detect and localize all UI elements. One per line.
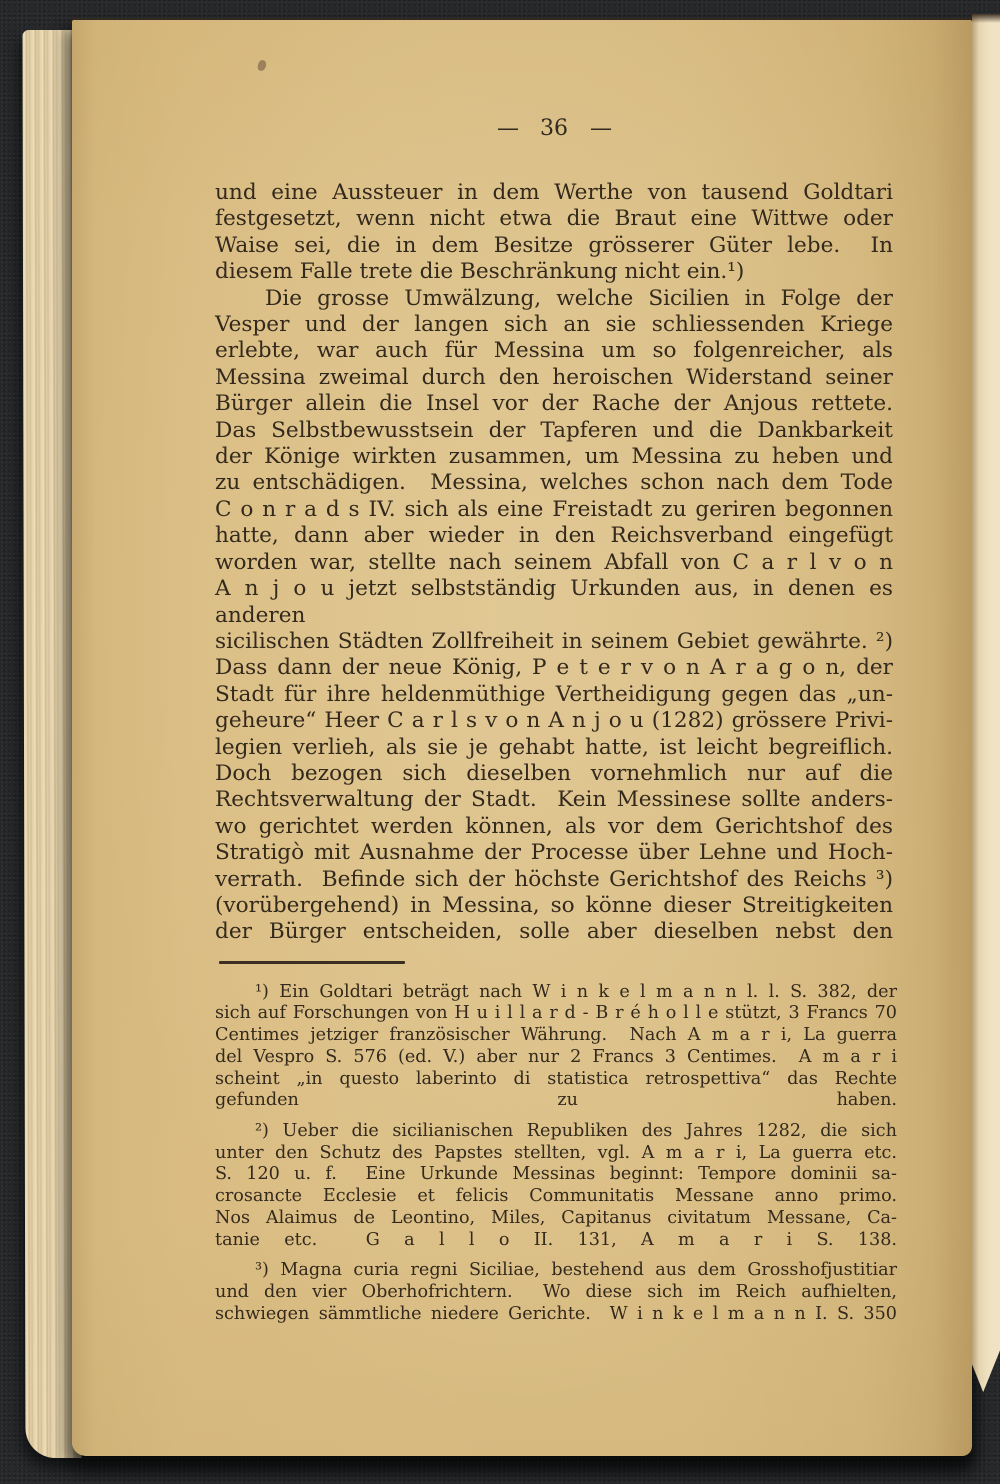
footnote-line: ³) Magna curia regni Siciliae, bestehend aus dem Grosshofjustitiar [255, 1260, 897, 1281]
text-line: worden war, stellte nach seinem Abfall von C a r l v o n [215, 549, 893, 575]
main-text [215, 180, 893, 946]
paper-speck [257, 59, 267, 71]
footnote-separator [219, 961, 405, 964]
text-line: der Könige wirkten zusammen, um Messina zu heben und [215, 444, 893, 470]
page-number-dash-left: — [497, 116, 518, 141]
text-line: der Bürger entscheiden, solle aber dieselben nebst den [215, 919, 893, 945]
text-line: Vesper und der langen sich an sie schliessenden Kriege [215, 312, 893, 338]
text-line: hatte, dann aber wieder in den Reichsverband eingefügt [215, 523, 893, 549]
book-page [72, 20, 972, 1456]
footnote-3 [215, 1260, 897, 1325]
text-line: Dass dann der neue König, P e t e r v o n A r a g o n, der [215, 655, 893, 681]
page-number-dash-right: — [590, 116, 611, 141]
text-line: Stratigò mit Ausnahme der Processe über Lehne und Hoch- [215, 840, 893, 866]
text-line: verrath. Befinde sich der höchste Gerichtshof des Reichs ³) [215, 866, 893, 892]
text-line: Das Selbstbewusstsein der Tapferen und die Dankbarkeit [215, 417, 893, 443]
footnote-line: del Vespro S. 576 (ed. V.) aber nur 2 Francs 3 Centimes. A m a r i [215, 1046, 897, 1067]
footnote-line: scheint „in questo laberinto di statistica retrospettiva“ das Rechte [215, 1068, 897, 1089]
text-line: geheure“ Heer C a r l s v o n A n j o u (1282) grössere Privi- [215, 708, 893, 734]
footnote-line: sich auf Forschungen von H u i l l a r d - B r é h o l l e stützt, 3 Francs 70 [215, 1003, 897, 1024]
footnote-line: und den vier Oberhofrichtern. Wo diese sich im Reich aufhielten, [215, 1281, 897, 1302]
text-line: Stadt für ihre heldenmüthige Vertheidigung gegen das „un- [215, 681, 893, 707]
text-line: Bürger allein die Insel vor der Rache der Anjous rettete. [215, 391, 893, 417]
footnote-line: gefunden zu haben. [215, 1090, 897, 1111]
footnote-line: ²) Ueber die sicilianischen Republiken des Jahres 1282, die sich [255, 1121, 897, 1141]
paragraph [215, 180, 893, 286]
text-line: festgesetzt, wenn nicht etwa die Braut eine Wittwe oder [215, 206, 893, 232]
text-line: A n j o u jetzt selbstständig Urkunden aus, in denen es anderen [215, 576, 893, 628]
text-line: diesem Falle trete die Beschränkung nicht ein.¹) [215, 259, 745, 285]
footnote-line: ¹) Ein Goldtari beträgt nach W i n k e l m a n n l. l. S. 382, der [255, 981, 897, 1002]
footnote-line: S. 120 u. f. Eine Urkunde Messinas beginnt: Tempore dominii sa- [215, 1164, 897, 1185]
page-number [215, 116, 893, 142]
footnote-line: crosancte Ecclesie et felicis Communitatis Messane anno primo. [215, 1186, 897, 1207]
text-line: Messina zweimal durch den heroischen Widerstand seiner [215, 364, 893, 390]
footnote-line: tanie etc. G a l l o II. 131, A m a r i S. 138. [215, 1229, 897, 1250]
text-line: legien verlieh, als sie je gehabt hatte, ist leicht begreiflich. [215, 734, 893, 760]
text-line: Waise sei, die in dem Besitze grösserer Güter lebe. In [215, 232, 893, 258]
text-line: und eine Aussteuer in dem Werthe von tausend Goldtari [215, 180, 893, 205]
text-line: C o n r a d s IV. sich als eine Freistadt zu geriren begonnen [215, 496, 893, 522]
paragraph [215, 286, 893, 946]
footnote-line: schwiegen sämmtliche niedere Gerichte. W i n k e l m a n n I. S. 350 [215, 1303, 897, 1324]
page-content [215, 116, 897, 1334]
text-line: zu entschädigen. Messina, welches schon nach dem Tode [215, 470, 893, 496]
footnote-line: Nos Alaimus de Leontino, Miles, Capitanus civitatum Messane, Ca- [215, 1207, 897, 1228]
text-line: wo gerichtet werden können, als vor dem Gerichtshof des [215, 813, 893, 839]
footnotes [215, 982, 897, 1326]
text-line: Die grosse Umwälzung, welche Sicilien in Folge der [265, 285, 893, 311]
text-line: (vorübergehend) in Messina, so könne dieser Streitigkeiten [215, 892, 893, 918]
footnote-line: unter den Schutz des Papstes stellten, vgl. A m a r i, La guerra etc. [215, 1142, 897, 1163]
footnote-line: Centimes jetziger französischer Währung. Nach A m a r i, La guerra [215, 1025, 897, 1046]
text-line: Doch bezogen sich dieselben vornehmlich nur auf die [215, 760, 893, 786]
footnote-1 [215, 982, 897, 1112]
facing-page-edge [972, 14, 1000, 1406]
page-number-value: 36 [540, 116, 568, 141]
footnote-2 [215, 1121, 897, 1251]
text-line: sicilischen Städten Zollfreiheit in seinem Gebiet gewährte. ²) [215, 628, 893, 654]
text-line: erlebte, war auch für Messina um so folgenreicher, als [215, 338, 893, 364]
text-line: Rechtsverwaltung der Stadt. Kein Messinese sollte anders- [215, 787, 893, 813]
